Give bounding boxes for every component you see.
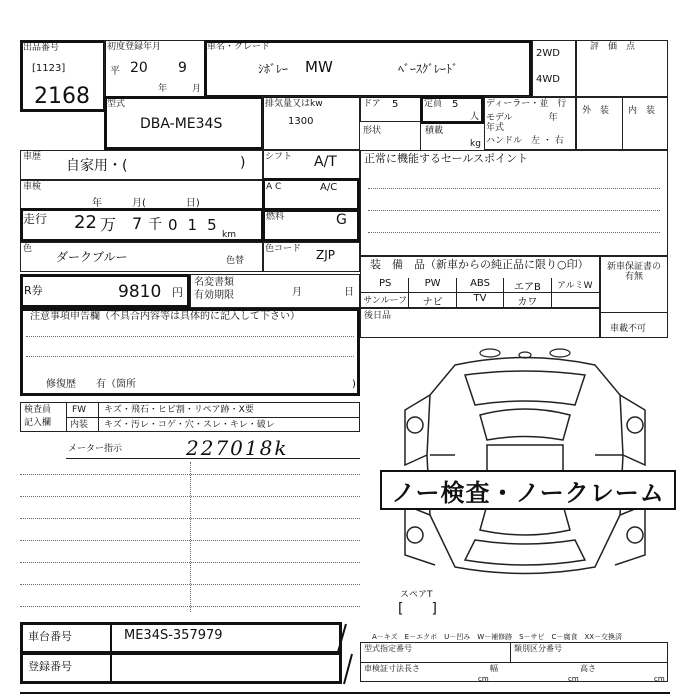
inspector-interior-text: キズ・汚レ・コゲ・穴・スレ・キレ・破レ: [104, 420, 275, 430]
category-label: 類別区分番号: [514, 644, 562, 653]
shift-label: シフト: [265, 152, 293, 162]
cc-label: 排気量又はkw: [265, 99, 323, 109]
rating-label: 評 価 点: [590, 42, 636, 52]
spec-grid-divider: [510, 642, 511, 662]
fuel-label: 燃料: [266, 212, 285, 222]
color-code-label: 色コード: [265, 244, 302, 254]
drive-4wd: 4WD: [536, 74, 560, 85]
door-value: 5: [392, 99, 399, 110]
lot-number: 2168: [34, 84, 90, 109]
dealer-label: ディーラー・並 行: [486, 99, 567, 109]
shaken-value: 年 月( 日): [92, 198, 200, 209]
name-change-day: 日: [344, 287, 354, 298]
type-value: DBA-ME34S: [140, 116, 223, 132]
name-change-label1: 名変書類: [194, 277, 234, 288]
maker-value: ｼﾎﾞﾚｰ: [258, 62, 289, 76]
mileage-sen-unit: 千: [148, 217, 162, 233]
height-label: 高さ: [580, 664, 596, 673]
equipment-label: 装 備 品（新車からの純正品に限り○印）: [370, 258, 589, 271]
mileage-man: 22: [74, 212, 97, 233]
equip-sunroof: サンルーフ: [362, 293, 409, 307]
height-cm: cm: [654, 675, 665, 683]
year-char: 年: [158, 84, 168, 94]
meter-underline: [66, 458, 360, 459]
equip-leather: カワ: [504, 293, 551, 307]
type-label: 型式: [107, 99, 126, 109]
meter-label: メーター指示: [68, 444, 123, 454]
repair-close: ): [352, 379, 356, 390]
equip-pw: PW: [409, 278, 456, 292]
equip-airbag: エアB: [504, 278, 551, 292]
chassis-value: ME34S-357979: [124, 628, 223, 643]
history-value: 自家用・(: [66, 158, 128, 174]
chassis-label: 車台番号: [28, 630, 72, 643]
equipment-row-1: [362, 278, 598, 292]
remarks-divider: [190, 462, 191, 612]
registration-divider: [110, 652, 112, 684]
shaken-label: 車検: [23, 182, 42, 192]
mileage-man-unit: 万: [100, 215, 117, 234]
chassis-divider: [110, 622, 112, 654]
selling-points-label: 正常に機能するセールスポイント: [364, 152, 529, 165]
mileage-label: 走行: [23, 212, 48, 226]
ac-label: A C: [266, 182, 282, 192]
inspector-interior-label: 内装: [70, 420, 89, 430]
name-change-month: 月: [292, 287, 302, 298]
warranty-label: 新車保証書の有無: [606, 262, 661, 282]
history-box: [20, 150, 264, 180]
interior-label: 内 装: [628, 106, 656, 116]
tax-label: R券: [24, 284, 43, 297]
repair-label: 修復歴 有（箇所: [46, 379, 136, 390]
inspector-label-1: 検査員: [24, 405, 52, 415]
door-label: ドア: [363, 99, 381, 109]
damage-legend: A－キズ E－エクボ U－凹み W－補修跡 S－サビ C－腐食 XX－交換済: [372, 633, 623, 641]
capacity-value: 5: [452, 99, 459, 110]
name-change-label2: 有効期限: [194, 290, 234, 301]
selling-points-box: [360, 150, 668, 256]
ac-value: A/C: [320, 182, 338, 193]
selling-line-3: [368, 232, 660, 233]
width-cm: cm: [568, 675, 579, 683]
color-code-value: ZJP: [316, 248, 335, 262]
capacity-label: 定員: [424, 99, 443, 109]
car-name-label: 車名・グレード: [207, 42, 271, 52]
equip-blank: [552, 293, 598, 307]
history-close: ): [240, 155, 246, 171]
dims-label: 車検証寸法: [364, 664, 404, 673]
lot-code: [1123]: [32, 63, 66, 74]
model-year-label: モデル 年: [486, 113, 558, 123]
rear-items-box: [360, 308, 600, 338]
tax-unit: 円: [172, 286, 183, 299]
warranty-unavailable: 車載不可: [610, 324, 647, 334]
notes-line-2: [26, 356, 354, 357]
equipment-row-2: [362, 293, 598, 307]
inspector-fw-divider: [98, 402, 99, 432]
no-inspection-stamp: [380, 470, 676, 510]
color-value: ダークブルー: [56, 250, 128, 264]
drive-2wd: 2WD: [536, 48, 560, 59]
inspector-label-2: 記入欄: [24, 418, 52, 428]
mileage-sen: 7: [132, 214, 143, 233]
bottom-edge: [20, 692, 670, 694]
slash-marks: [330, 622, 370, 686]
mileage-rest: 015: [168, 216, 227, 234]
notes-line-1: [26, 336, 354, 337]
warranty-divider: [600, 312, 668, 313]
inspector-fw-label: FW: [72, 405, 87, 415]
shift-value: A/T: [314, 154, 337, 170]
notes-label: 注意事項申告欄（不具合内容等は具体的に記入して下さい）: [30, 311, 300, 322]
era-value: 平: [110, 66, 120, 77]
tax-value: 9810: [118, 282, 162, 302]
equip-ps: PS: [362, 278, 409, 292]
length-cm: cm: [478, 675, 489, 683]
spare-tire-label: スペアT: [400, 590, 433, 600]
tax-box: [20, 274, 190, 308]
load-label: 積載: [425, 126, 444, 136]
stamp-text: ノー検査・ノークレーム: [391, 478, 665, 507]
paint-change-label: 色替: [226, 256, 245, 266]
first-reg-label: 初度登録年月: [107, 42, 162, 52]
equip-alloy: アルミW: [557, 281, 593, 291]
month-char: 月: [192, 84, 202, 94]
spare-tire-bracket: [ ]: [398, 601, 437, 617]
model-value: MW: [305, 58, 333, 76]
model-year-label2: 年式: [486, 123, 505, 133]
equip-abs: ABS: [457, 278, 504, 292]
equip-tv: TV: [457, 293, 504, 307]
rear-items-label: 後日品: [364, 311, 392, 321]
mileage-km: km: [222, 230, 236, 240]
reg-month-value: 9: [178, 60, 187, 76]
inspect-type-label: 型式指定番号: [364, 644, 412, 653]
history-label: 車歴: [23, 152, 42, 162]
ext-int-divider: [622, 96, 623, 150]
registration-label: 登録番号: [28, 660, 72, 673]
grade-value: ﾍﾞｰｽｸﾞﾚｰﾄﾞ: [398, 62, 459, 76]
equip-navi: ナビ: [409, 293, 456, 307]
car-diagram: [395, 345, 655, 585]
color-label: 色: [23, 244, 33, 254]
handle-label: ハンドル 左 ・ 右: [486, 136, 564, 146]
capacity-unit: 人: [470, 112, 480, 122]
load-unit: kg: [470, 139, 481, 149]
selling-line-1: [368, 188, 660, 189]
shape-label: 形状: [363, 126, 382, 136]
spec-grid-row: [360, 662, 668, 663]
inspector-row-divider: [66, 417, 360, 418]
cc-value: 1300: [288, 116, 314, 127]
length-label: 長さ: [404, 664, 420, 673]
fuel-value: G: [336, 212, 347, 228]
inspector-fw-text: キズ・飛石・ヒビ割・リペア跡・X要: [104, 405, 254, 415]
lot-label: 出品番号: [23, 43, 60, 53]
reg-year-value: 20: [130, 60, 148, 76]
width-label: 幅: [490, 664, 498, 673]
shape-divider: [420, 122, 421, 150]
meter-value: 227018k: [186, 436, 289, 460]
selling-line-2: [368, 210, 660, 211]
exterior-label: 外 装: [582, 106, 610, 116]
